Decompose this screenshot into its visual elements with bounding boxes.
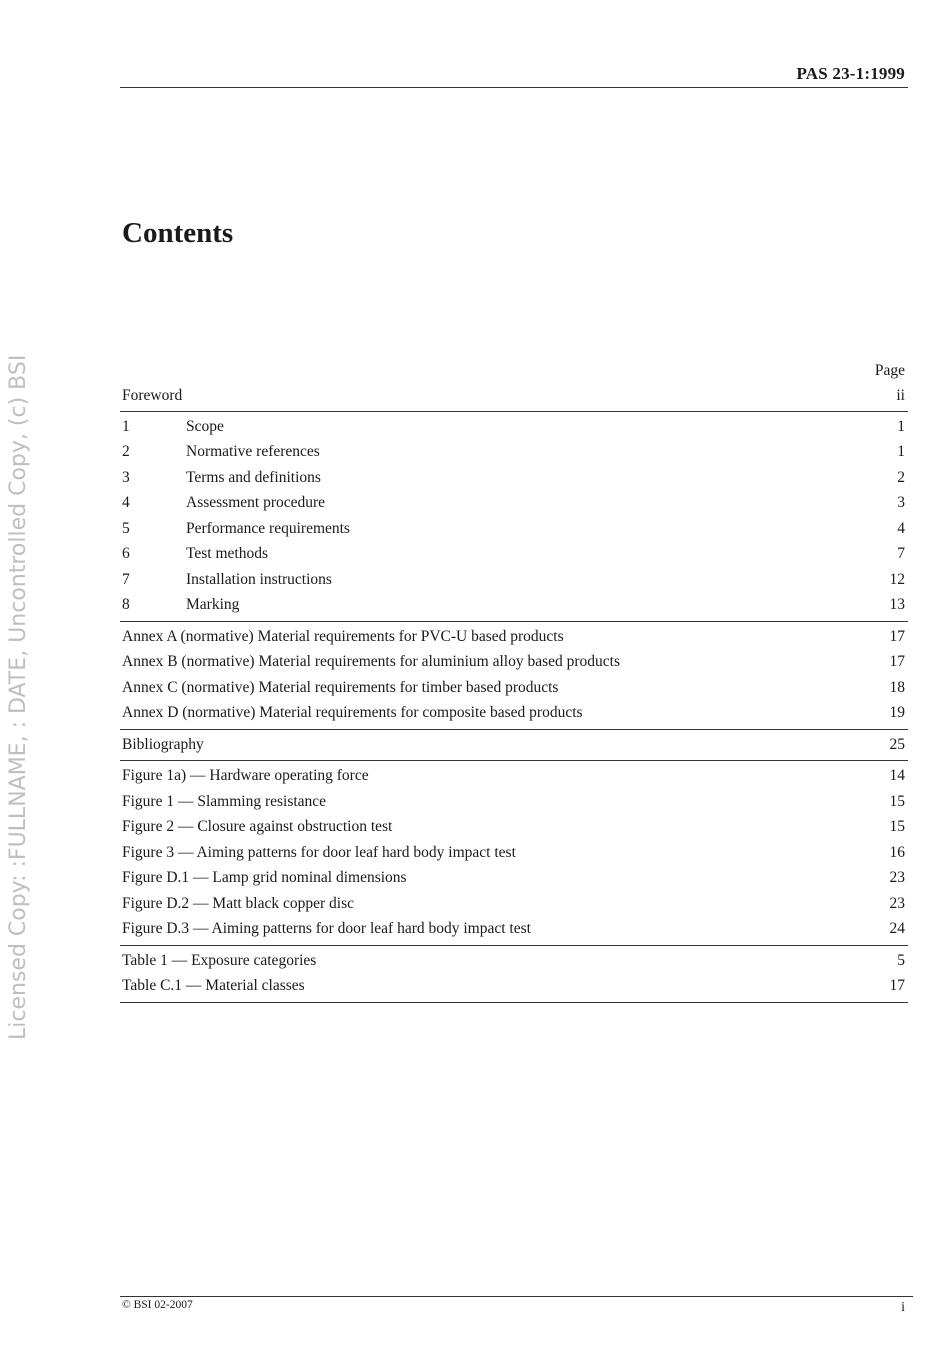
toc-entry-figure[interactable] xyxy=(120,916,908,942)
toc-entry-text: Installation instructions xyxy=(186,570,332,588)
toc-entry-page: 25 xyxy=(889,735,905,753)
toc-entry-bibliography[interactable] xyxy=(120,732,908,758)
toc-entry-text: Table 1 — Exposure categories xyxy=(122,951,317,969)
toc-entry-clause[interactable] xyxy=(120,439,908,465)
clause-number: 1 xyxy=(122,417,130,435)
document-id: PAS 23-1:1999 xyxy=(796,64,905,83)
footer-rule xyxy=(120,1296,913,1297)
toc-entry-annex[interactable] xyxy=(120,624,908,650)
clause-number: 4 xyxy=(122,494,130,511)
toc-entry-page: 16 xyxy=(889,843,905,861)
toc-entry-figure[interactable] xyxy=(120,789,908,815)
page-column-label: Page xyxy=(874,362,905,379)
toc-entry-text: Annex A (normative) Material requirements for PVC-U based products xyxy=(122,627,564,645)
toc-entry-text: Scope xyxy=(186,417,224,435)
toc-entry-page: 3 xyxy=(897,494,905,511)
toc-entry-table[interactable] xyxy=(120,948,908,974)
clause-number: 3 xyxy=(122,468,130,486)
toc-entry-text: Figure 1 — Slamming resistance xyxy=(122,792,327,810)
toc-group-tables xyxy=(120,946,908,1003)
toc-entry-foreword[interactable] xyxy=(120,383,908,409)
toc-group-annexes xyxy=(120,622,908,730)
toc-entry-text: Assessment procedure xyxy=(186,494,326,511)
toc-entry-figure[interactable] xyxy=(120,891,908,917)
watermark: Licensed Copy: :FULLNAME, : DATE, Uncontrolled Copy, (c) BSI xyxy=(6,354,31,1040)
toc-entry-page: 13 xyxy=(889,596,905,613)
toc-entry-page: 17 xyxy=(889,653,905,670)
toc-entry-page: 15 xyxy=(889,818,905,835)
toc-entry-text: Figure D.2 — Matt black copper disc xyxy=(122,894,355,912)
toc-entry-page: 7 xyxy=(897,545,905,562)
toc-entry-clause[interactable] xyxy=(120,516,908,542)
toc-entry-text: Figure 2 — Closure against obstruction test xyxy=(122,818,393,835)
clause-number: 2 xyxy=(122,443,130,460)
toc-entry-text: Terms and definitions xyxy=(186,468,321,486)
toc-entry-page: ii xyxy=(896,387,905,404)
toc-entry-page: 1 xyxy=(897,417,905,435)
toc-entry-text: Figure 3 — Aiming patterns for door leaf hard body impact test xyxy=(122,843,516,861)
toc-entry-page: 15 xyxy=(889,792,905,810)
toc-entry-clause[interactable] xyxy=(120,541,908,567)
toc-group-foreword xyxy=(120,383,908,412)
toc-entry-page: 24 xyxy=(889,920,905,937)
toc-entry-clause[interactable] xyxy=(120,490,908,516)
toc-entry-clause[interactable] xyxy=(120,465,908,491)
toc-entry-text: Annex B (normative) Material requirements for aluminium alloy based products xyxy=(122,653,621,670)
toc-entry-figure[interactable] xyxy=(120,865,908,891)
toc-group-figures xyxy=(120,761,908,946)
toc-entry-page: 14 xyxy=(889,767,905,784)
clause-number: 8 xyxy=(122,596,130,613)
page-title: Contents xyxy=(122,217,234,249)
table-of-contents xyxy=(120,359,908,1003)
toc-entry-page: 23 xyxy=(889,869,905,886)
toc-group-clauses xyxy=(120,412,908,622)
toc-entry-page: 1 xyxy=(897,443,905,460)
clause-number: 5 xyxy=(122,519,130,537)
toc-entry-annex[interactable] xyxy=(120,700,908,726)
toc-entry-text: Performance requirements xyxy=(186,519,350,537)
toc-entry-clause[interactable] xyxy=(120,592,908,618)
toc-entry-page: 2 xyxy=(897,468,905,486)
toc-entry-annex[interactable] xyxy=(120,675,908,701)
toc-entry-text: Figure D.1 — Lamp grid nominal dimensions xyxy=(122,869,407,886)
toc-entry-figure[interactable] xyxy=(120,840,908,866)
page-number: i xyxy=(901,1300,905,1315)
toc-entry-text: Foreword xyxy=(122,387,183,404)
toc-entry-clause[interactable] xyxy=(120,414,908,440)
toc-entry-text: Test methods xyxy=(186,545,269,562)
header-rule xyxy=(120,87,908,88)
toc-entry-page: 4 xyxy=(897,519,905,537)
toc-entry-page: 5 xyxy=(897,951,905,969)
toc-entry-page: 12 xyxy=(889,570,905,588)
toc-entry-text: Annex D (normative) Material requirements for composite based products xyxy=(122,704,583,721)
toc-group-bibliography xyxy=(120,730,908,762)
toc-entry-clause[interactable] xyxy=(120,567,908,593)
toc-entry-text: Annex C (normative) Material requirements for timber based products xyxy=(122,678,559,696)
toc-entry-text: Bibliography xyxy=(122,735,204,753)
toc-entry-annex[interactable] xyxy=(120,649,908,675)
toc-entry-page: 23 xyxy=(889,894,905,912)
toc-entry-text: Figure D.3 — Aiming patterns for door leaf hard body impact test xyxy=(122,920,531,937)
toc-entry-text: Table C.1 — Material classes xyxy=(122,977,305,994)
toc-entry-text: Figure 1a) — Hardware operating force xyxy=(122,767,369,784)
toc-entry-figure[interactable] xyxy=(120,814,908,840)
toc-entry-figure[interactable] xyxy=(120,763,908,789)
clause-number: 7 xyxy=(122,570,130,588)
clause-number: 6 xyxy=(122,545,130,562)
toc-entry-page: 18 xyxy=(889,678,905,696)
toc-entry-page: 17 xyxy=(889,627,905,645)
toc-entry-text: Normative references xyxy=(186,443,320,460)
toc-entry-table[interactable] xyxy=(120,973,908,999)
toc-entry-page: 19 xyxy=(889,704,905,721)
copyright-notice: © BSI 02-2007 xyxy=(122,1299,193,1311)
toc-entry-page: 17 xyxy=(889,977,905,994)
toc-entry-text: Marking xyxy=(186,596,240,613)
